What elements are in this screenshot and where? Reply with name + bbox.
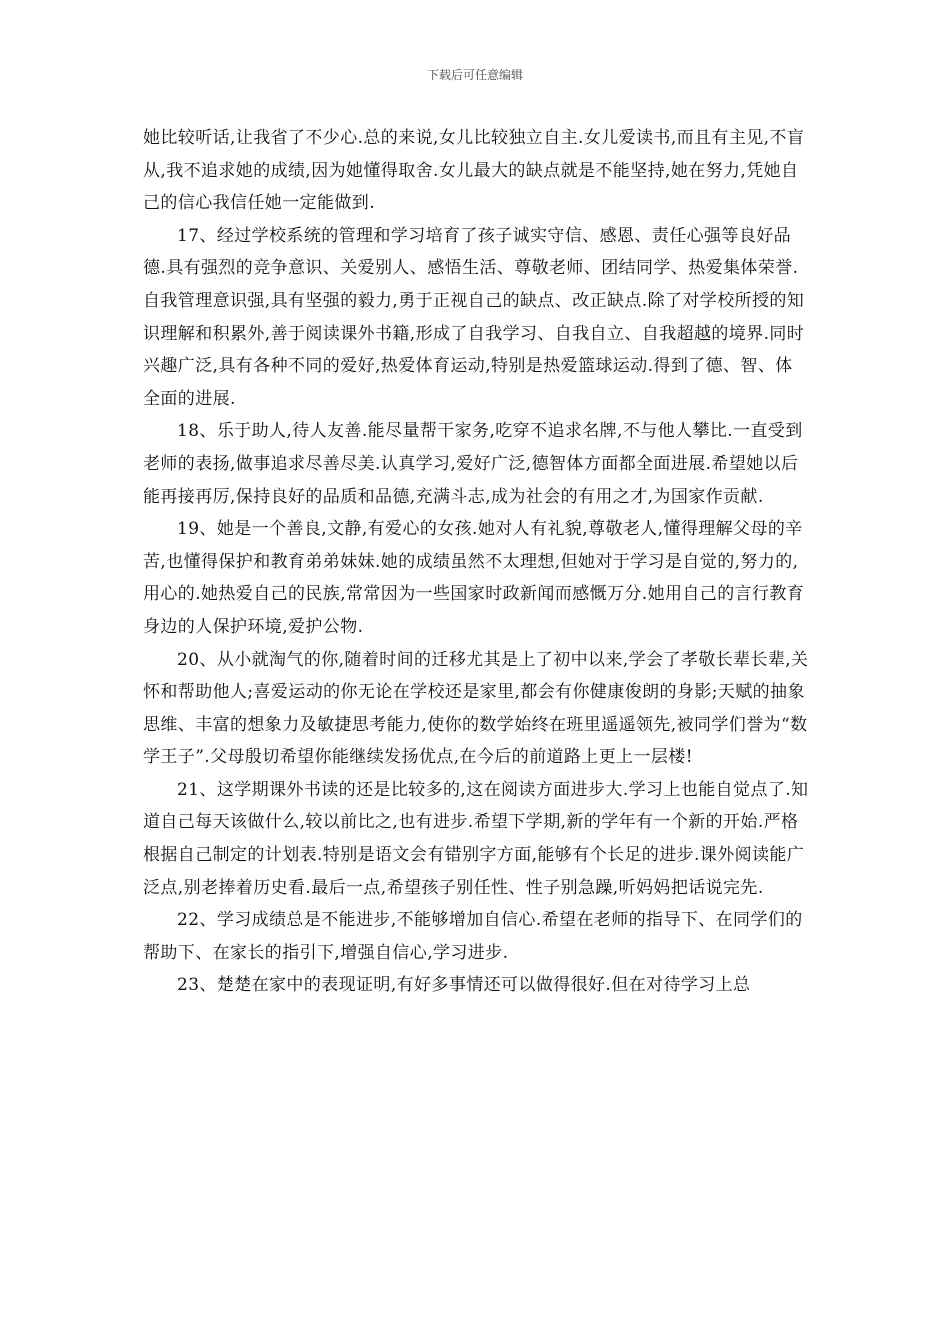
- paragraph-17: 17、经过学校系统的管理和学习培育了孩子诚实守信、感恩、责任心强等良好品德.具有强烈的竞争意识、关爱别人、感悟生活、尊敬老师、团结同学、热爱集体荣誉.自我管理意识强,具有坚强的毅力,勇于正视自己的缺点、改正缺点.除了对学校所授的知识理解和积累外,善于阅读课外书籍,形成了自我学习、自我自立、自我超越的境界.同时兴趣广泛,具有各种不同的爱好,热爱体育运动,特别是热爱篮球运动.得到了德、智、体全面的进展.: [143, 225, 805, 409]
- paragraph-23: 23、楚楚在家中的表现证明,有好多事情还可以做得很好.但在对待学习上总: [177, 975, 751, 996]
- paragraph-22: 22、学习成绩总是不能进步,不能够增加自信心.希望在老师的指导下、在同学们的帮助下、在家长的指引下,增强自信心,学习进步.: [143, 910, 803, 963]
- paragraph-18: 18、乐于助人,待人友善.能尽量帮干家务,吃穿不追求名牌,不与他人攀比.一直受到老师的表扬,做事追求尽善尽美.认真学习,爱好广泛,德智体方面都全面进展.希望她以后能再接再厉,保持良好的品质和品德,充满斗志,成为社会的有用之才,为国家作贡献.: [143, 421, 803, 507]
- paragraph-20: 20、从小就淘气的你,随着时间的迁移尤其是上了初中以来,学会了孝敬长辈长辈,关怀和帮助他人;喜爱运动的你无论在学校还是家里,都会有你健康俊朗的身影;天赋的抽象思维、丰富的想象力及敏捷思考能力,使你的数学始终在班里遥遥领先,被同学们誉为“数学王子”.父母殷切希望你能继续发扬优点,在今后的前道路上更上一层楼!: [143, 649, 809, 768]
- paragraph-21: 21、这学期课外书读的还是比较多的,这在阅读方面进步大.学习上也能自觉点了.知道自己每天该做什么,较以前比之,也有进步.希望下学期,新的学年有一个新的开始.严格根据自己制定的计划表.特别是语文会有错别字方面,能够有个长足的进步.课外阅读能广泛点,别老捧着历史看.最后一点,希望孩子别任性、性子别急躁,听妈妈把话说完先.: [143, 779, 809, 898]
- page-header: 下载后可任意编辑: [426, 68, 523, 82]
- paragraph-continued: 她比较听话,让我省了不少心.总的来说,女儿比较独立自主.女儿爱读书,而且有主见,不盲从,我不追求她的成绩,因为她懂得取舍.女儿最大的缺点就是不能坚持,她在努力,凭她自己的信心我信任她一定能做到.: [143, 128, 805, 214]
- document-body: [143, 122, 809, 1002]
- paragraph-19: 19、她是一个善良,文静,有爱心的女孩.她对人有礼貌,尊敬老人,懂得理解父母的辛苦,也懂得保护和教育弟弟妹妹.她的成绩虽然不太理想,但她对于学习是自觉的,努力的,用心的.她热爱自己的民族,常常因为一些国家时政新闻而感慨万分.她用自己的言行教育身边的人保护环境,爱护公物.: [143, 519, 805, 637]
